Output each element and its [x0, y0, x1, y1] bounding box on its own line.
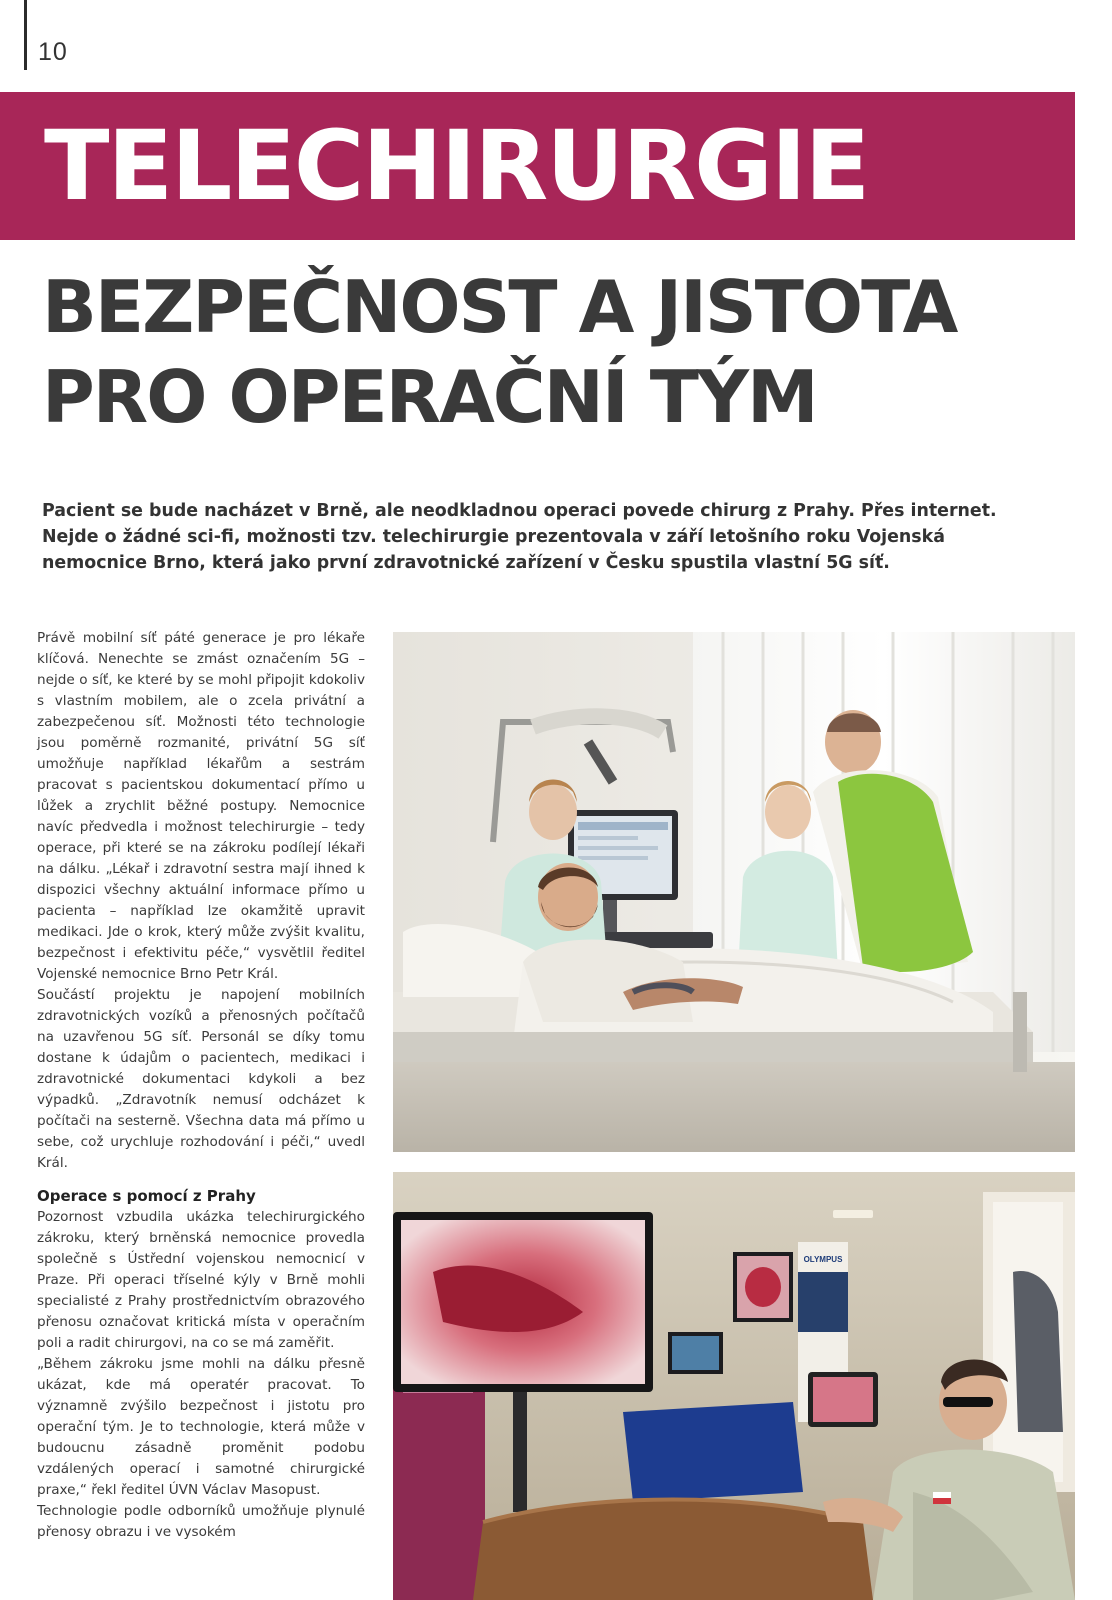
olympus-logo: OLYMPUS [803, 1255, 843, 1264]
lede-line-2: Nejde o žádné sci-fi, možnosti tzv. telechirurgie prezentovala v září letošního roku Vojenská [42, 527, 945, 547]
headline-line-1: BEZPEČNOST A JISTOTA [42, 265, 957, 349]
article-lede [42, 498, 1072, 576]
page-edge-rule [24, 0, 27, 70]
lede-line-3: nemocnice Brno, která jako první zdravotnické zařízení v Česku spustila vlastní 5G síť. [42, 553, 890, 573]
article-body-column [37, 628, 365, 1543]
section-subheading: Operace s pomocí z Prahy [37, 1187, 256, 1205]
lede-line-1: Pacient se bude nacházet v Brně, ale neodkladnou operaci povede chirurg z Prahy. Přes internet. [42, 501, 997, 521]
telesurgery-demo-photo [393, 1172, 1075, 1600]
body-paragraph: Součástí projektu je napojení mobilních zdravotnických vozíků a přenosných počítačů na uzavřenou 5G síť. Personál se díky tomu dostane k údajům o pacientech, medikaci i zdravotnické dokumentaci kdykoli a bez výpadků. „Zdravotník nemusí odcházet k počítači na sesterně. Všechna data má přímo u sebe, což urychluje rozhodování i péči,“ uvedl Král. [37, 987, 365, 1171]
section-title: TELECHIRURGIE [44, 110, 869, 222]
headline-line-2: PRO OPERAČNÍ TÝM [42, 355, 817, 439]
body-paragraph: Technologie podle odborníků umožňuje plynulé přenosy obrazu i ve vysokém [37, 1503, 365, 1540]
body-paragraph: Právě mobilní síť páté generace je pro lékaře klíčová. Nenechte se zmást označením 5G – nejde o síť, ke které by se mohl připojit kdokoliv s vlastním mobilem, ale o zcela privátní a zabezpečenou síť. Možnosti této technologie jsou poměrně rozmanité, privátní 5G síť umožňuje například lékařům a sestrám pracovat s pacientskou dokumentací přímo u lůžek a zrychlit běžné postupy. Nemocnice navíc předvedla i možnost telechirurgie – tedy operace, při které se na zákroku podílejí lékaři na dálku. „Lékař i zdravotní sestra mají ihned k dispozici všechny aktuální informace přímo u pacienta – například lze okamžitě upravit medikaci. Jde o krok, který může zvýšit kvalitu, bezpečnost i efektivitu péče,“ vysvětlil ředitel Vojenské nemocnice Brno Petr Král. [37, 630, 365, 982]
hospital-room-photo [393, 632, 1075, 1152]
page-number: 10 [38, 38, 68, 66]
body-paragraph: Pozornost vzbudila ukázka telechirurgického zákroku, který brněnská nemocnice provedla společně s Ústřední vojenskou nemocnicí v Praze. Při operaci tříselné kýly v Brně mohli specialisté z Prahy prostřednictvím obrazového přenosu označovat kritická místa v operačním poli a radit chirurgovi, na co se má zaměřit. [37, 1209, 365, 1351]
body-paragraph: „Během zákroku jsme mohli na dálku přesně ukázat, kde má operatér pracovat. To významně zvýšilo bezpečnost i jistotu pro operační tým. Je to technologie, která může v budoucnu zásadně proměnit podobu vzdálených operací i samotné chirurgické praxe,“ řekl ředitel ÚVN Václav Masopust. [37, 1356, 365, 1498]
article-headline [42, 262, 1072, 442]
